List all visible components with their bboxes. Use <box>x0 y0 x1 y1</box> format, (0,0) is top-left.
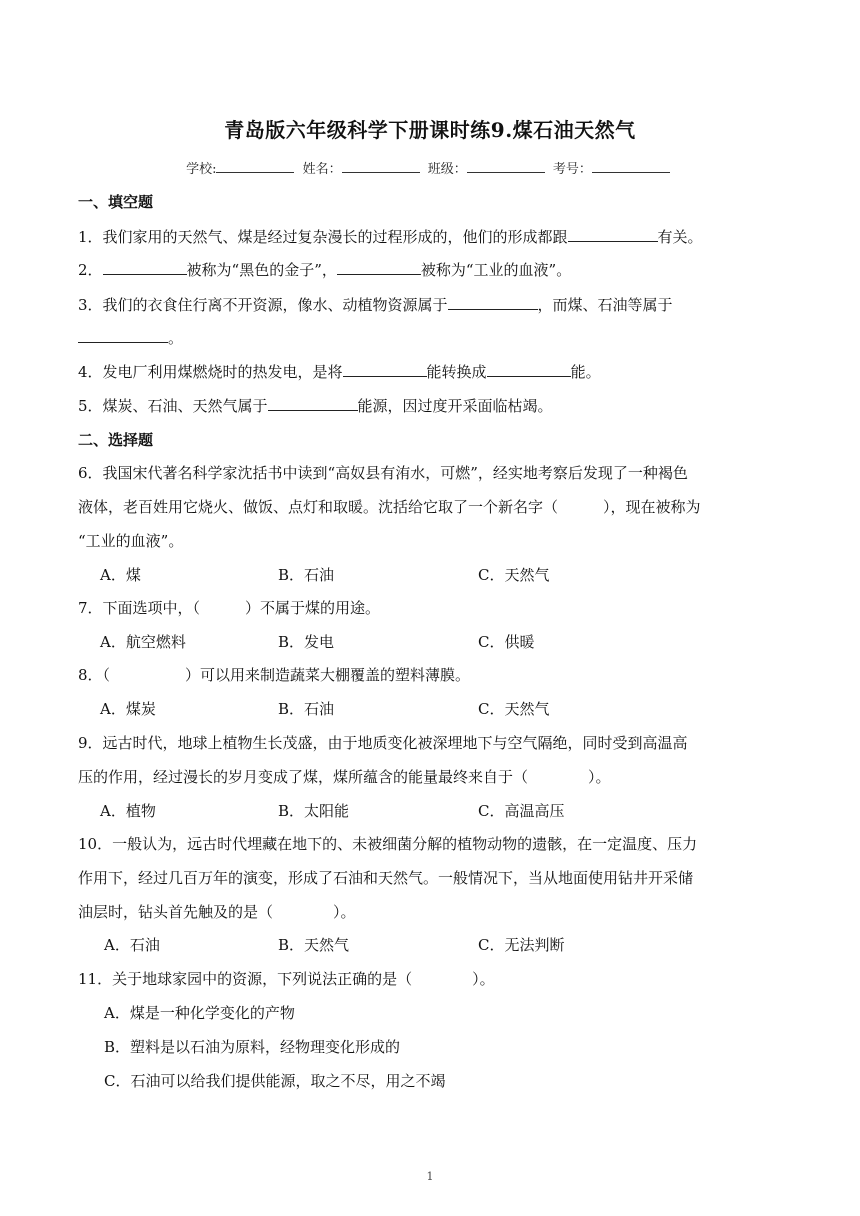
class-field[interactable] <box>467 160 545 173</box>
q8-option-c[interactable]: C．天然气 <box>478 700 550 718</box>
school-label: 学校: <box>186 162 217 177</box>
question-10-line-3: 油层时，钻头首先触及的是（ ）。 <box>78 903 356 921</box>
name-field[interactable] <box>342 160 420 173</box>
class-label: 班级： <box>427 162 467 177</box>
number-label: 考号： <box>552 162 592 177</box>
q11-option-b[interactable]: B．塑料是以石油为原料，经物理变化形成的 <box>104 1038 401 1056</box>
page-number: 1 <box>426 1170 434 1183</box>
q2-number: 2． <box>78 261 103 279</box>
q10-option-a[interactable]: A．石油 <box>104 936 160 954</box>
q3-blank-2[interactable] <box>78 328 168 343</box>
question-1 <box>78 226 703 247</box>
q4-text-mid: 能转换成 <box>426 363 487 381</box>
question-3 <box>78 294 673 315</box>
question-8: 8．（ ）可以用来制造蔬菜大棚覆盖的塑料薄膜。 <box>78 666 471 684</box>
question-10-line-2: 作用下，经过几百万年的演变，形成了石油和天然气。一般情况下，当从地面使用钻井开采储 <box>78 869 694 887</box>
q7-option-a[interactable]: A．航空燃料 <box>100 633 186 651</box>
q6-option-c[interactable]: C．天然气 <box>478 566 550 584</box>
q4-blank-1[interactable] <box>343 362 427 377</box>
q9-option-b[interactable]: B．太阳能 <box>278 802 350 820</box>
name-label: 姓名： <box>302 162 342 177</box>
q2-text-end: 被称为“工业的血液”。 <box>420 261 572 279</box>
q1-text-end: 有关。 <box>657 228 703 246</box>
q1-blank[interactable] <box>568 227 658 242</box>
q5-text: 5．煤炭、石油、天然气属于 <box>78 397 268 415</box>
q3-blank-1[interactable] <box>448 295 538 310</box>
student-info-row <box>0 158 860 177</box>
question-5 <box>78 395 553 416</box>
q2-blank-1[interactable] <box>103 260 187 275</box>
q3-text-mid: ，而煤、石油等属于 <box>537 296 673 314</box>
q6-option-a[interactable]: A．煤 <box>100 566 141 584</box>
question-6-line-3: “工业的血液”。 <box>78 532 184 550</box>
q7-option-c[interactable]: C．供暖 <box>478 633 535 651</box>
question-10-line-1: 10．一般认为，远古时代埋藏在地下的、未被细菌分解的植物动物的遗骸，在一定温度、压力 <box>78 835 698 853</box>
q2-text: 被称为“黑色的金子”， <box>186 261 337 279</box>
page-title: 青岛版六年级科学下册课时练9.煤石油天然气 <box>224 118 636 142</box>
number-field[interactable] <box>592 160 670 173</box>
school-field[interactable] <box>216 160 294 173</box>
q5-text-end: 能源，因过度开采面临枯竭。 <box>357 397 553 415</box>
section-choice-heading: 二、选择题 <box>78 431 154 449</box>
question-7: 7．下面选项中，（ ）不属于煤的用途。 <box>78 599 381 617</box>
q4-blank-2[interactable] <box>487 362 571 377</box>
q3-text-end: 。 <box>168 329 184 347</box>
question-3-cont <box>78 327 183 348</box>
question-4 <box>78 361 601 382</box>
q4-text: 4．发电厂利用煤燃烧时的热发电，是将 <box>78 363 343 381</box>
q1-text: 1．我们家用的天然气、煤是经过复杂漫长的过程形成的，他们的形成都跟 <box>78 228 568 246</box>
q11-option-a[interactable]: A．煤是一种化学变化的产物 <box>104 1004 295 1022</box>
q9-option-c[interactable]: C．高温高压 <box>478 802 565 820</box>
q9-option-a[interactable]: A．植物 <box>100 802 156 820</box>
q10-option-c[interactable]: C．无法判断 <box>478 936 565 954</box>
q8-option-a[interactable]: A．煤炭 <box>100 700 156 718</box>
q10-option-b[interactable]: B．天然气 <box>278 936 350 954</box>
q5-blank[interactable] <box>268 396 358 411</box>
q3-text: 3．我们的衣食住行离不开资源，像水、动植物资源属于 <box>78 296 448 314</box>
q6-option-b[interactable]: B．石油 <box>278 566 335 584</box>
q2-blank-2[interactable] <box>337 260 421 275</box>
q8-option-b[interactable]: B．石油 <box>278 700 335 718</box>
question-9-line-1: 9．远古时代，地球上植物生长茂盛，由于地质变化被深埋地下与空气隔绝，同时受到高温高 <box>78 734 688 752</box>
question-6-line-1: 6．我国宋代著名科学家沈括书中读到“高奴县有洧水，可燃”，经实地考察后发现了一种褐色 <box>78 464 688 482</box>
q11-option-c[interactable]: C．石油可以给我们提供能源，取之不尽，用之不竭 <box>104 1072 446 1090</box>
section-fill-heading: 一、填空题 <box>78 193 154 211</box>
question-2 <box>78 259 571 280</box>
question-11: 11．关于地球家园中的资源，下列说法正确的是（ ）。 <box>78 970 495 988</box>
question-9-line-2: 压的作用，经过漫长的岁月变成了煤，煤所蕴含的能量最终来自于（ ）。 <box>78 768 611 786</box>
q7-option-b[interactable]: B．发电 <box>278 633 335 651</box>
question-6-line-2: 液体，老百姓用它烧火、做饭、点灯和取暖。沈括给它取了一个新名字（ ），现在被称为 <box>78 498 701 516</box>
q4-text-end: 能。 <box>570 363 601 381</box>
